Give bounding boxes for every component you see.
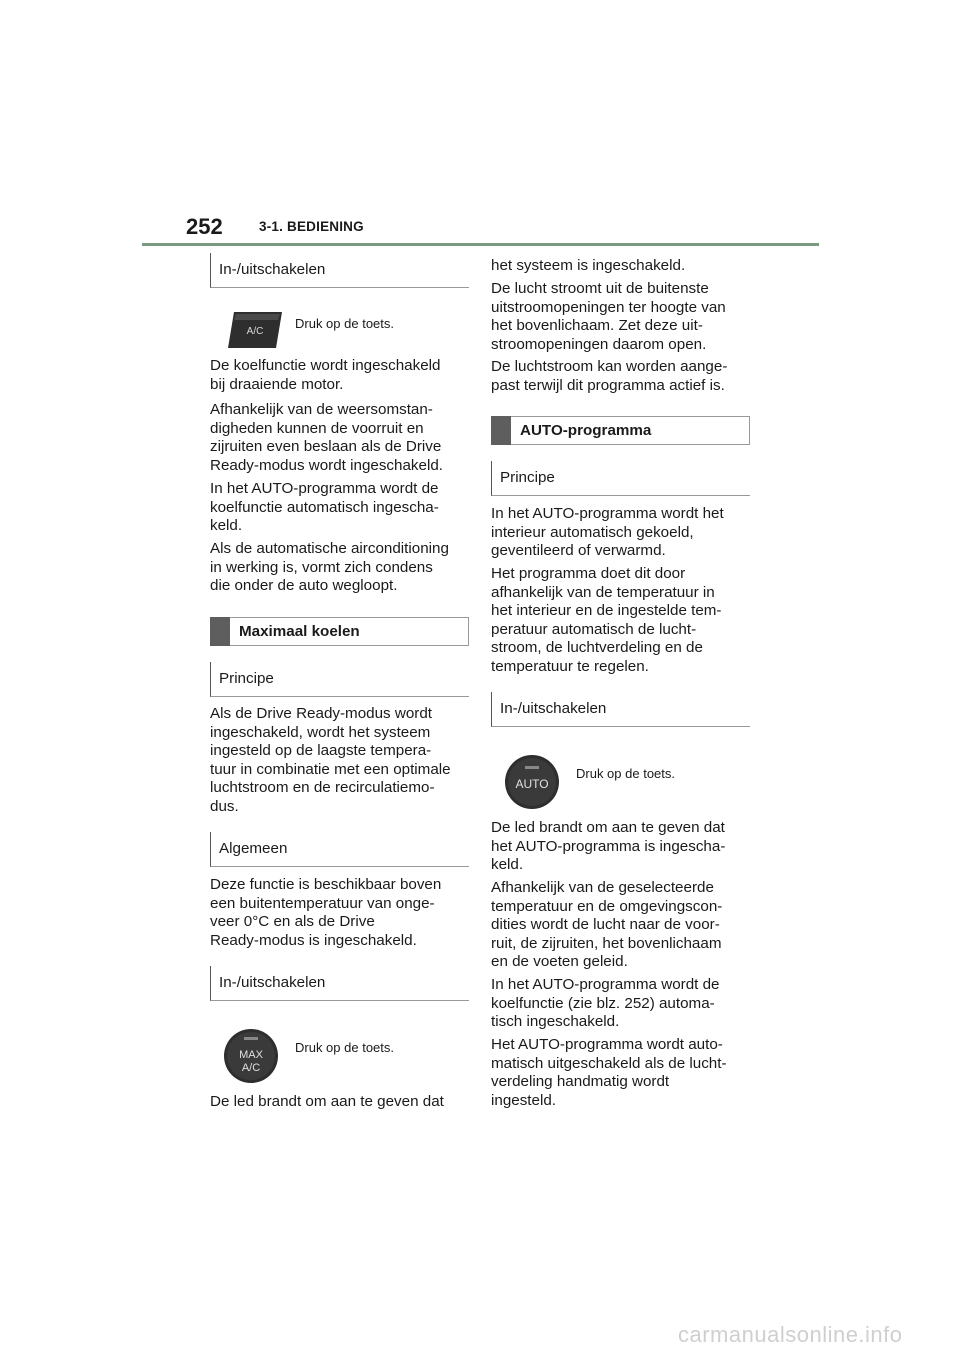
text-line: Het AUTO-programma wordt auto- <box>491 1036 723 1053</box>
heading-bar <box>491 416 511 445</box>
text-line: stroomopeningen daarom open. <box>491 335 707 353</box>
paragraph <box>491 1036 749 1110</box>
max-ac-label-top: MAX <box>239 1049 263 1061</box>
text-line: ruit, de zijruiten, het bovenlichaam <box>491 934 722 952</box>
text-line: en de voeten geleid. <box>491 953 628 970</box>
text-line: bij draaiende motor. <box>210 375 344 393</box>
text-line: ingeschakeld, wordt het systeem <box>210 723 431 741</box>
text-line: peratuur automatisch de lucht- <box>491 620 697 638</box>
text-line: die onder de auto wegloopt. <box>210 577 398 594</box>
text-line: digheden kunnen de voorruit en <box>210 419 424 437</box>
text-line: verdeling handmatig wordt <box>491 1073 670 1090</box>
heading-in-uitschakelen-2: In-/uitschakelen <box>210 966 469 1001</box>
box-heading-label: Maximaal koelen <box>239 623 360 640</box>
heading-principe: Principe <box>491 461 750 496</box>
heading-in-uitschakelen: In-/uitschakelen <box>491 692 750 727</box>
text-line: tuur in combinatie met een optimale <box>210 760 451 778</box>
text-line: In het AUTO-programma wordt het <box>491 505 724 522</box>
text-line: Deze functie is beschikbaar boven <box>210 876 442 893</box>
paragraph <box>491 976 749 1032</box>
text-line: Ready-modus wordt ingeschakeld. <box>210 456 443 474</box>
text-line: het interieur en de ingestelde tem- <box>491 602 722 619</box>
text-line: matisch uitgeschakeld als de lucht- <box>491 1054 727 1072</box>
text-line: De koelfunctie wordt ingeschakeld <box>210 357 441 374</box>
paragraph <box>491 358 749 395</box>
text-line: een buitentemperatuur van onge- <box>210 894 435 912</box>
auto-button-label: AUTO <box>515 777 549 791</box>
text-line: stroom, de luchtverdeling en de <box>491 639 703 656</box>
paragraph <box>210 876 468 950</box>
heading-algemeen: Algemeen <box>210 832 469 867</box>
paragraph <box>491 280 749 354</box>
text-line: geventileerd of verwarmd. <box>491 542 666 559</box>
text-line: De led brandt om aan te geven dat <box>210 1093 444 1110</box>
text-line: het AUTO-programma is ingescha- <box>491 837 726 855</box>
text-line: In het AUTO-programma wordt de <box>491 976 720 993</box>
paragraph <box>210 357 468 394</box>
paragraph <box>210 540 468 596</box>
text-line: koelfunctie automatisch ingescha- <box>210 498 439 516</box>
paragraph <box>491 505 749 561</box>
paragraph <box>491 879 749 972</box>
text-line: Afhankelijk van de weersomstan- <box>210 401 433 418</box>
section-title: 3-1. BEDIENING <box>259 219 364 234</box>
heading-in-uitschakelen-1: In-/uitschakelen <box>210 253 469 288</box>
text-line: afhankelijk van de temperatuur in <box>491 583 715 601</box>
ac-button-image <box>226 310 284 355</box>
text-line: Als de automatische airconditioning <box>210 540 449 557</box>
text-line: het bovenlichaam. Zet deze uit- <box>491 317 703 334</box>
text-line: Afhankelijk van de geselecteerde <box>491 879 714 896</box>
paragraph <box>210 480 468 536</box>
text-line: koelfunctie (zie blz. 252) automa- <box>491 994 715 1012</box>
text-line: In het AUTO-programma wordt de <box>210 480 439 497</box>
text-line: temperatuur te regelen. <box>491 657 649 675</box>
text-line: ingesteld op de laagste tempera- <box>210 742 432 759</box>
text-line: keld. <box>491 856 524 873</box>
text-line: De lucht stroomt uit de buitenste <box>491 280 709 297</box>
button-caption: Druk op de toets. <box>576 766 675 781</box>
box-heading-auto-programma <box>491 416 750 445</box>
page-number: 252 <box>186 214 223 239</box>
button-caption: Druk op de toets. <box>295 1040 394 1055</box>
text-line: Ready-modus is ingeschakeld. <box>210 931 417 949</box>
watermark: carmanualsonline.info <box>678 1322 903 1347</box>
paragraph <box>491 565 749 676</box>
text-line: ingesteld. <box>491 1091 557 1109</box>
text-line: luchtstroom en de recirculatiemo- <box>210 779 435 796</box>
paragraph <box>491 257 749 276</box>
button-caption: Druk op de toets. <box>295 316 394 331</box>
text-line: past terwijl dit programma actief is. <box>491 376 725 394</box>
text-line: uitstroomopeningen ter hoogte van <box>491 298 726 316</box>
text-line: Als de Drive Ready-modus wordt <box>210 705 432 722</box>
paragraph <box>210 1093 468 1112</box>
text-line: interieur automatisch gekoeld, <box>491 523 694 541</box>
box-heading-maximaal-koelen <box>210 617 469 646</box>
paragraph <box>491 819 749 875</box>
text-line: het systeem is ingeschakeld. <box>491 257 686 274</box>
text-line: Het programma doet dit door <box>491 565 686 582</box>
paragraph <box>210 705 468 816</box>
header-divider <box>142 243 819 246</box>
ac-button-label: A/C <box>246 326 264 337</box>
paragraph <box>210 401 468 475</box>
text-line: dus. <box>210 797 239 815</box>
heading-principe: Principe <box>210 662 469 697</box>
text-line: temperatuur en de omgevingscon- <box>491 897 723 915</box>
text-line: dities wordt de lucht naar de voor- <box>491 916 720 933</box>
text-line: tisch ingeschakeld. <box>491 1013 620 1030</box>
max-ac-label-bottom: A/C <box>241 1062 261 1074</box>
text-line: De luchtstroom kan worden aange- <box>491 358 728 375</box>
text-line: zijruiten even beslaan als de Drive <box>210 438 442 455</box>
box-heading-label: AUTO-programma <box>520 422 652 439</box>
heading-bar <box>210 617 230 646</box>
text-line: keld. <box>210 517 243 534</box>
auto-button-image <box>504 754 560 815</box>
text-line: in werking is, vormt zich condens <box>210 558 433 576</box>
text-line: De led brandt om aan te geven dat <box>491 819 725 836</box>
text-line: veer 0°C en als de Drive <box>210 913 375 930</box>
max-ac-button-image <box>223 1028 279 1089</box>
